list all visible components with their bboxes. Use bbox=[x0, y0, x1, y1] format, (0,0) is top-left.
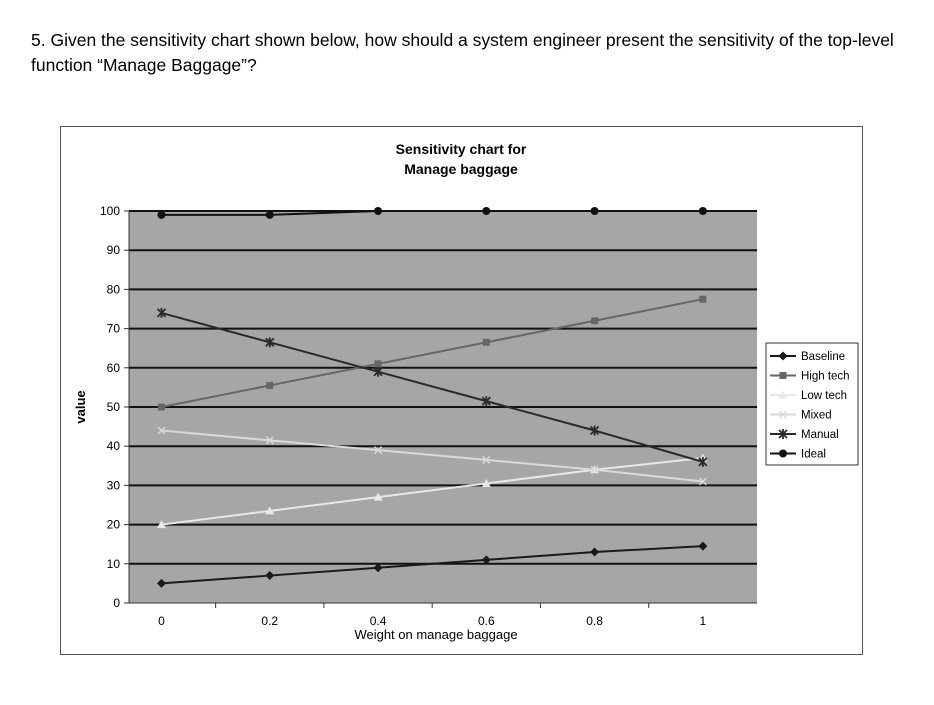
y-tick-label: 90 bbox=[106, 243, 120, 258]
data-point-high-tech bbox=[375, 360, 382, 367]
legend-label-mixed: Mixed bbox=[801, 409, 832, 422]
legend-label-ideal: Ideal bbox=[801, 448, 826, 461]
data-point-high-tech bbox=[266, 382, 273, 389]
y-tick-label: 40 bbox=[106, 439, 120, 454]
y-tick-label: 50 bbox=[106, 400, 120, 414]
chart-title-line-1: Sensitivity chart for bbox=[395, 141, 527, 157]
x-axis-label: Weight on manage baggage bbox=[354, 627, 518, 642]
legend-label-low-tech: Low tech bbox=[801, 390, 848, 402]
legend-label-manual: Manual bbox=[801, 429, 839, 441]
y-tick-label: 0 bbox=[113, 596, 120, 610]
chart-title-line-2: Manage baggage bbox=[404, 161, 518, 177]
y-tick-label: 20 bbox=[106, 517, 120, 532]
y-tick-label: 70 bbox=[106, 321, 120, 336]
legend-label-baseline: Baseline bbox=[801, 351, 846, 363]
x-tick-label: 0.2 bbox=[261, 614, 279, 628]
chart-frame bbox=[60, 126, 863, 655]
y-axis-ticks bbox=[100, 204, 129, 610]
data-point-ideal bbox=[157, 211, 165, 219]
legend-swatch-marker-high-tech bbox=[780, 372, 787, 379]
data-point-ideal bbox=[699, 207, 707, 215]
data-point-high-tech bbox=[483, 339, 490, 346]
question-text: 5. Given the sensitivity chart shown below, how should a system engineer present the sensitivity of the top-level function “Manage Baggage”? bbox=[31, 30, 894, 75]
y-tick-label: 100 bbox=[99, 204, 120, 218]
data-point-ideal bbox=[591, 207, 599, 215]
x-tick-label: 1 bbox=[699, 614, 707, 628]
data-point-ideal bbox=[266, 211, 274, 219]
y-tick-label: 60 bbox=[106, 360, 120, 375]
sensitivity-chart bbox=[61, 127, 864, 656]
x-tick-label: 0.8 bbox=[586, 614, 603, 628]
data-point-high-tech bbox=[158, 404, 165, 411]
y-axis-label: value bbox=[73, 390, 88, 424]
y-tick-label: 10 bbox=[106, 556, 120, 571]
data-point-ideal bbox=[482, 207, 490, 215]
data-point-high-tech bbox=[591, 317, 598, 324]
legend-label-high-tech: High tech bbox=[801, 370, 850, 383]
x-tick-label: 0.6 bbox=[477, 614, 495, 628]
y-tick-label: 30 bbox=[106, 478, 120, 493]
data-point-high-tech bbox=[699, 296, 706, 303]
x-tick-label: 0 bbox=[158, 614, 165, 628]
x-tick-label: 0.4 bbox=[369, 614, 387, 628]
data-point-ideal bbox=[374, 207, 382, 215]
legend-swatch-marker-ideal bbox=[779, 450, 787, 458]
x-axis-ticks bbox=[158, 603, 706, 628]
legend bbox=[766, 343, 858, 465]
y-tick-label: 80 bbox=[106, 282, 120, 297]
